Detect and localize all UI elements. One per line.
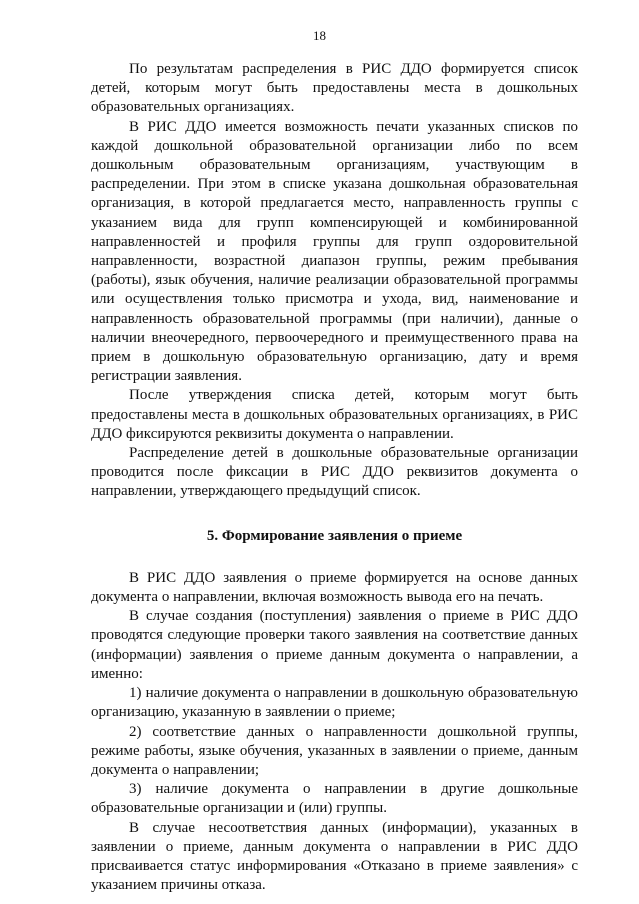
paragraph: В РИС ДДО заявления о приеме формируется на основе данных документа о направлении, включая возможность вывода его на печать. <box>91 569 578 606</box>
paragraph: В случае несоответствия данных (информации), указанных в заявлении о приеме, данным документа о направлении в РИС ДДО присваивается статус информирования «Отказано в приеме заявления» с указанием причины отказа. <box>91 819 578 894</box>
paragraph: После утверждения списка детей, которым могут быть предоставлены места в дошкольных образовательных организациях, в РИС ДДО фиксируются реквизиты документа о направлении. <box>91 387 578 442</box>
list-item: 3) наличие документа о направлении в другие дошкольные образовательные организации и (или) группы. <box>91 781 578 817</box>
page-number: 18 <box>313 28 326 43</box>
section-heading: 5. Формирование заявления о приеме <box>206 527 463 544</box>
paragraph: В случае создания (поступления) заявления о приеме в РИС ДДО проводятся следующие проверки такого заявления на соответствие данных (информации) заявления о приеме данным документа о направлении, а именно: <box>91 608 578 682</box>
paragraph: По результатам распределения в РИС ДДО формируется список детей, которым могут быть предоставлены места в дошкольных образовательных организациях. <box>91 61 578 116</box>
paragraph: Распределение детей в дошкольные образовательные организации проводится после фиксации в РИС ДДО реквизитов документа о направлении, утверждающего предыдущий список. <box>91 445 578 500</box>
list-item: 1) наличие документа о направлении в дошкольную образовательную организацию, указанную в заявлении о приеме; <box>91 685 578 721</box>
page-content <box>91 60 578 895</box>
paragraph: В РИС ДДО имеется возможность печати указанных списков по каждой дошкольной образовательной организации либо по всем дошкольным образовательным организациям, участвующим в распределении. При этом в списке указана дошкольная образовательная организация, в которой предлагается место, направленность группы с указанием вида для групп компенсирующей и комбинированной направленностей и профиля группы для групп оздоровительной направленности, возрастной диапазон группы, режим пребывания (работы), язык обучения, наличие реализации образовательной программы или осуществления только присмотра и ухода, вид, наименование и направленность образовательной программы (при наличии), данные о наличии внеочередного, первоочередного и преимущественного права на прием в дошкольную образовательную организацию, дату и время регистрации заявления. <box>91 118 578 385</box>
list-item: 2) соответствие данных о направленности дошкольной группы, режиме работы, языке обучения, указанных в заявлении о приеме, данным документа о направлении; <box>91 723 578 778</box>
